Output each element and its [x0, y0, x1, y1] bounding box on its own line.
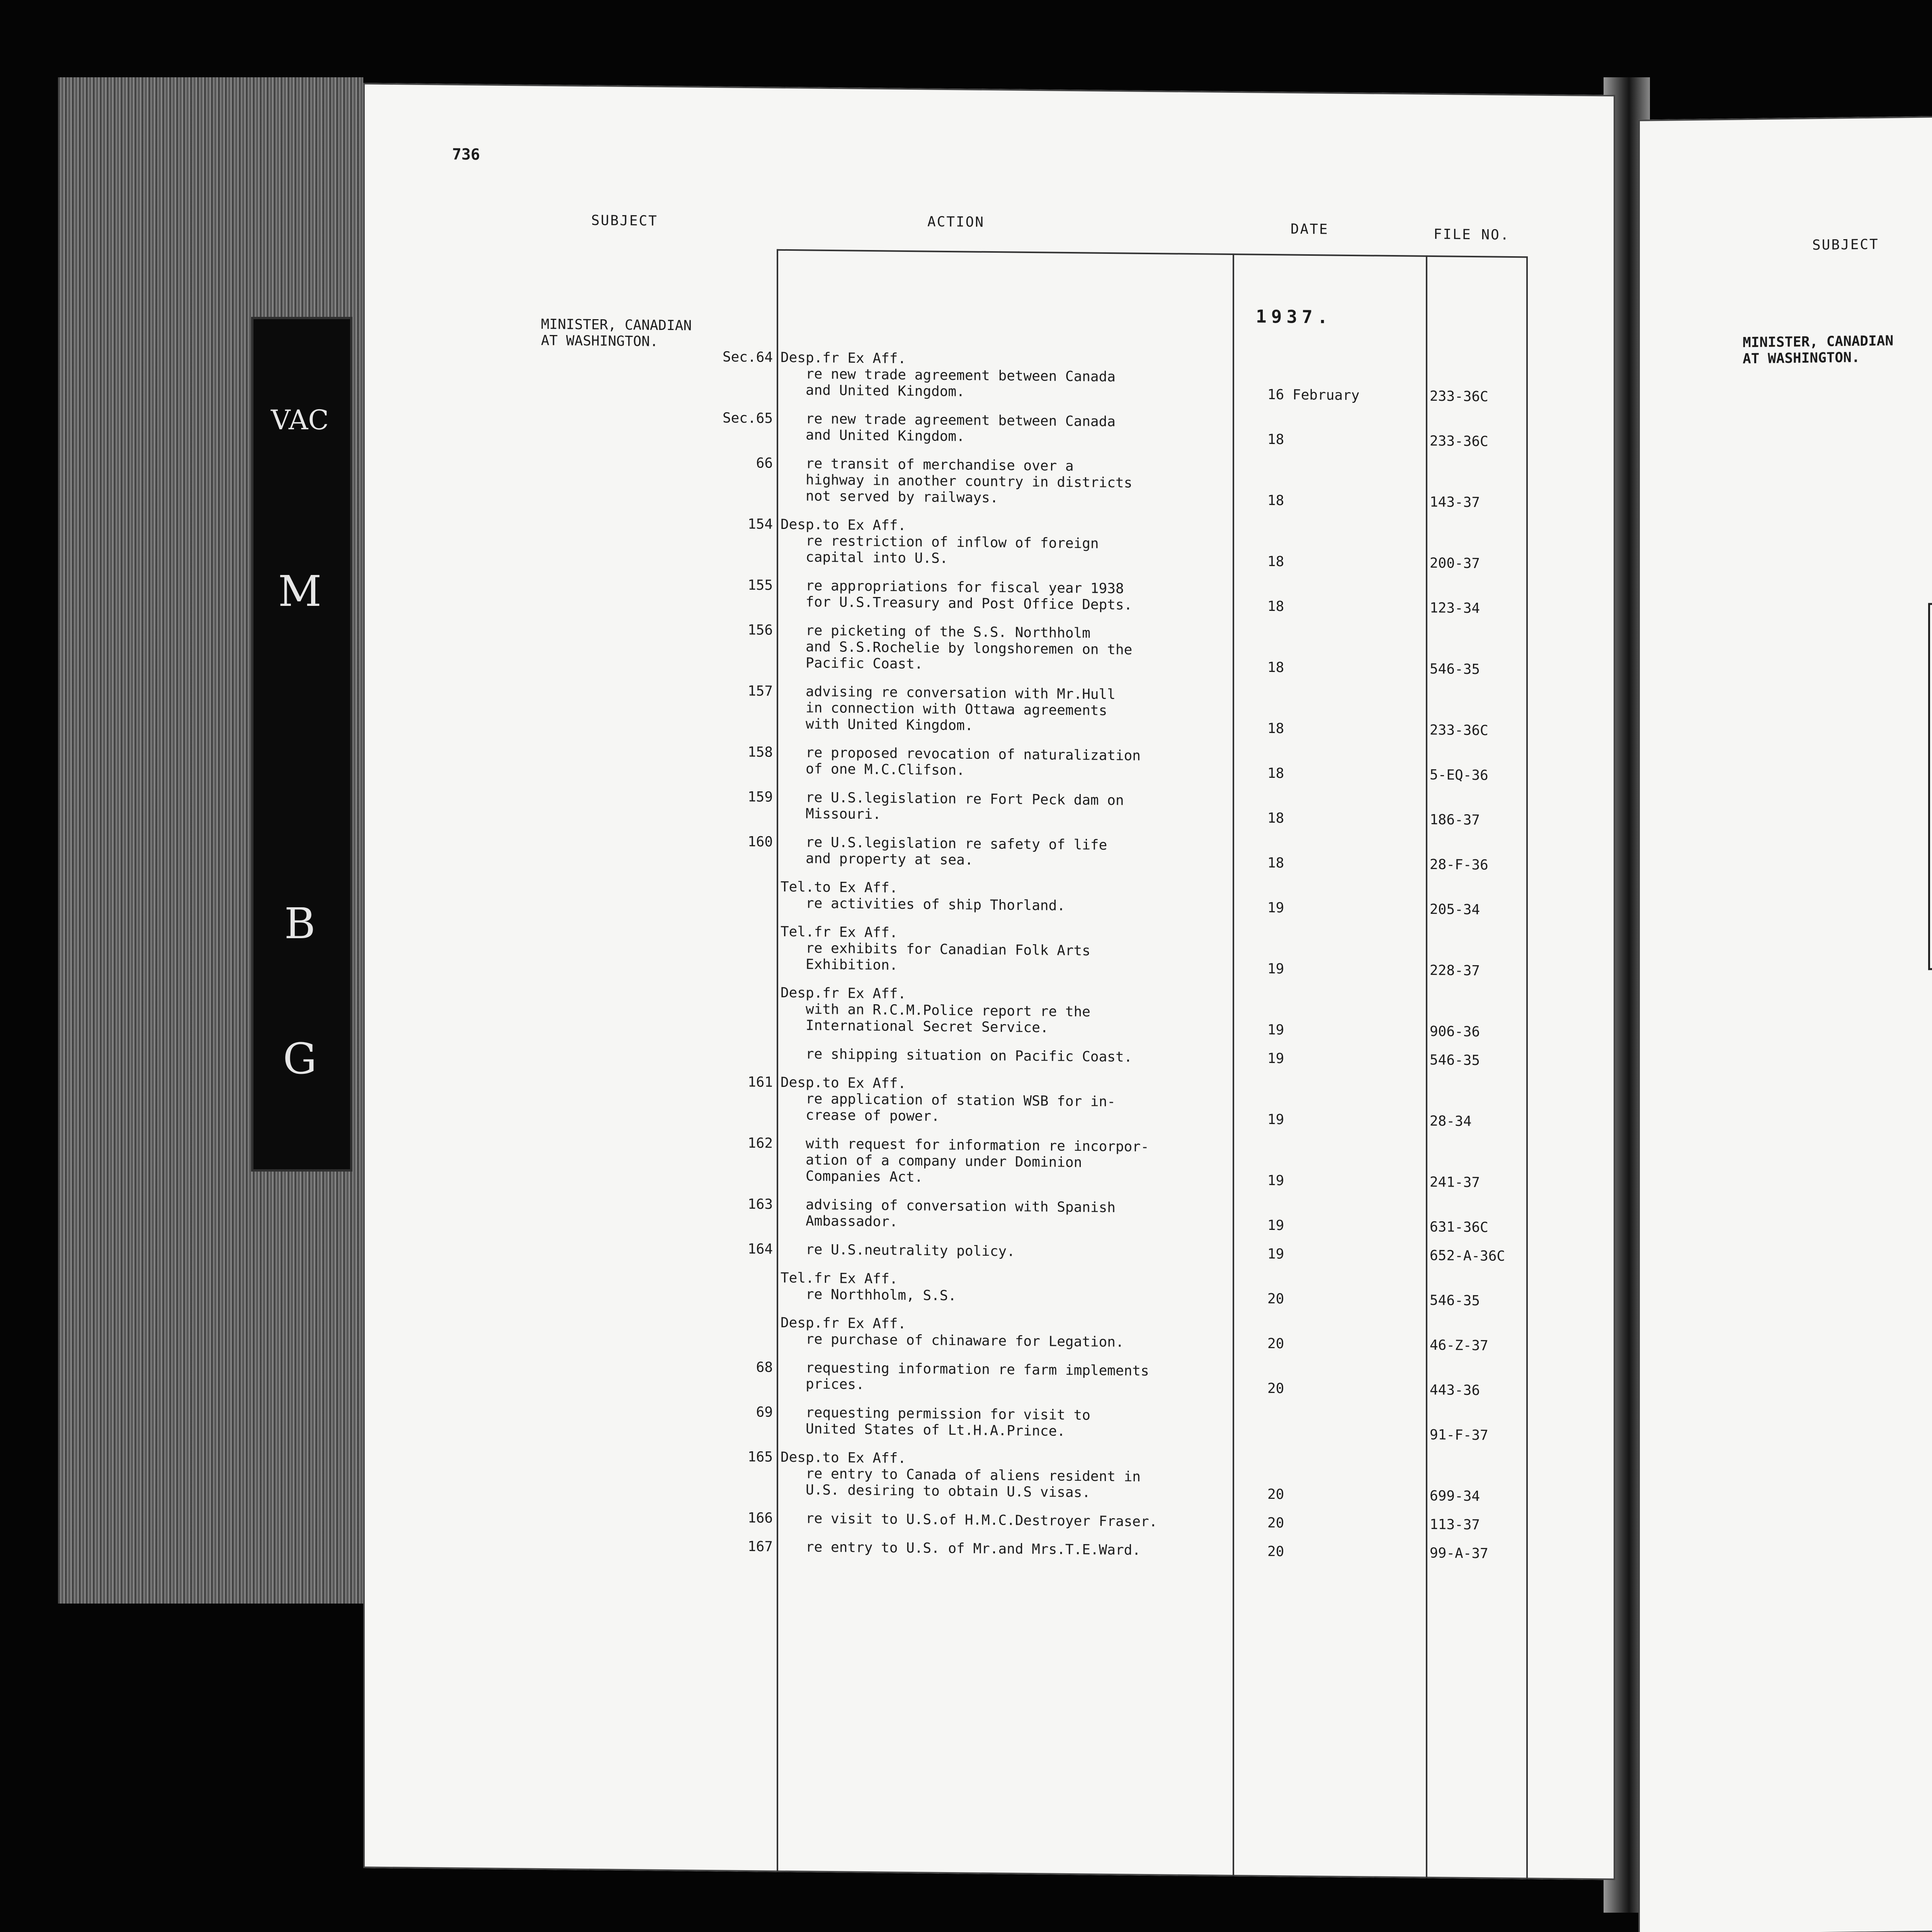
entry-date: 19: [1267, 1111, 1284, 1128]
ledger-entry: [1638, 1142, 1932, 1190]
ledger-entry: [1638, 1084, 1932, 1148]
entry-action: Desp.to Ex Aff. re application of station WSB for in- crease of power.: [781, 1074, 1116, 1124]
spine-label: G: [283, 1034, 317, 1083]
right-entries: [1638, 104, 1932, 119]
entry-date: 16 February: [1267, 386, 1360, 404]
ledger-entry: [1638, 850, 1932, 898]
subject-header: SUBJECT: [591, 213, 658, 229]
ledger-entry: [363, 451, 1615, 512]
entry-date: 19: [1267, 1217, 1284, 1234]
entry-date: 20: [1267, 1335, 1284, 1352]
entry-file-number: 443-36: [1430, 1382, 1480, 1399]
ledger-entry: [363, 1192, 1615, 1237]
entry-file-number: 123-34: [1430, 600, 1480, 617]
entry-action: re U.S.legislation re safety of life and property at sea.: [806, 834, 1107, 868]
entry-file-number: 233-36C: [1430, 388, 1488, 405]
entry-date: 20: [1267, 1291, 1284, 1307]
entry-date: 18: [1267, 765, 1284, 782]
entry-number: 164: [747, 1241, 773, 1257]
ledger-entry: [363, 1311, 1615, 1355]
subject-label: MINISTER, CANADIAN AT WASHINGTON.: [1743, 333, 1894, 367]
entry-number: 155: [747, 577, 773, 594]
entry-date: 20: [1267, 1380, 1284, 1397]
ledger-entry: [1638, 1485, 1932, 1549]
entry-action: Desp.to Ex Aff. re entry to Canada of aliens resident in U.S. desiring to obtain U.S visas.: [781, 1449, 1141, 1501]
entry-action: Tel.to Ex Aff. re activities of ship Thorland.: [781, 879, 1065, 914]
ledger-entry: [363, 920, 1615, 980]
ledger-entry: [363, 1506, 1615, 1534]
ledger-entry: [1638, 1267, 1932, 1315]
ledger-entry: [363, 981, 1615, 1041]
ledger-entry: [363, 512, 1615, 573]
entry-action: Desp.to Ex Aff. re restriction of inflow of foreign capital into U.S.: [781, 516, 1099, 566]
ledger-entry: [1638, 468, 1932, 515]
entry-number: Sec.65: [722, 410, 773, 427]
entry-number: 66: [756, 455, 773, 471]
entry-date: 18: [1267, 492, 1284, 509]
entry-date: 19: [1267, 961, 1284, 977]
entry-number: 157: [747, 683, 773, 699]
ledger-entry: [363, 875, 1615, 919]
entry-action: with request for information re incorpor- ation of a company under Dominion Companies Act.: [806, 1136, 1149, 1185]
entry-number: 163: [747, 1196, 773, 1213]
ledger-entry: [363, 1400, 1615, 1445]
entry-file-number: 906-36: [1430, 1023, 1480, 1040]
ledger-entry: [1638, 808, 1932, 856]
entry-number: 68: [756, 1359, 773, 1376]
entry-action: re visit to U.S.of H.M.C.Destroyer Fraser.: [781, 1510, 1158, 1530]
subject-label: MINISTER, CANADIAN AT WASHINGTON.: [541, 316, 692, 350]
ledger-entry: [363, 740, 1615, 785]
entry-number: 156: [747, 622, 773, 638]
entry-file-number: 28-F-36: [1430, 856, 1488, 873]
entry-action: re appropriations for fiscal year 1938 for U.S.Treasury and Post Office Depts.: [806, 578, 1133, 613]
ledger-entry: [363, 1535, 1615, 1563]
entry-file-number: 28-34: [1430, 1113, 1472, 1129]
ledger-entry: [363, 345, 1615, 406]
entry-action: Tel.fr Ex Aff. re Northholm, S.S.: [781, 1270, 957, 1304]
entry-action: advising of conversation with Spanish Ambassador.: [806, 1197, 1116, 1230]
entry-action: re picketing of the S.S. Northholm and S.S.Rochelie by longshoremen on the Pacific Coast.: [806, 622, 1133, 672]
entry-action: re proposed revocation of naturalization of one M.C.Clifson.: [806, 745, 1141, 779]
ledger-entry: [363, 1131, 1615, 1192]
entry-number: 166: [747, 1510, 773, 1526]
entry-number: 167: [747, 1539, 773, 1555]
ledger-entry: [1638, 975, 1932, 1039]
date-header: DATE: [1291, 221, 1329, 238]
entry-date: 18: [1267, 659, 1284, 676]
entry-date: 20: [1267, 1486, 1284, 1503]
entry-action: Desp.fr Ex Aff. re purchase of chinaware for Legation.: [781, 1315, 1124, 1350]
entry-date: 18: [1267, 720, 1284, 737]
ledger-entry: [1638, 1444, 1932, 1491]
entry-number: 158: [747, 744, 773, 760]
subject-header: SUBJECT: [1812, 236, 1879, 253]
entry-action: requesting information re farm implements prices.: [806, 1360, 1149, 1393]
entry-date: 20: [1267, 1515, 1284, 1531]
entry-file-number: 652-A-36C: [1430, 1247, 1505, 1264]
entry-file-number: 241-37: [1430, 1174, 1480, 1191]
ledger-entry: [1638, 567, 1932, 631]
entry-file-number: 91-F-37: [1430, 1427, 1488, 1444]
entry-file-number: 200-37: [1430, 555, 1480, 572]
action-header: ACTION: [927, 214, 985, 230]
entry-file-number: 5-EQ-36: [1430, 767, 1488, 784]
ledger-entry: [1638, 1335, 1932, 1382]
entry-date: 18: [1267, 431, 1284, 448]
entry-date: 19: [1267, 1246, 1284, 1262]
ledger-entry: [363, 1237, 1615, 1265]
ledger-entry: [363, 1266, 1615, 1310]
entry-file-number: 233-36C: [1430, 722, 1488, 739]
ledger-entry: [363, 1355, 1615, 1400]
ledger-entry: [1638, 410, 1932, 473]
entry-number: 69: [756, 1404, 773, 1420]
entry-file-number: 46-Z-37: [1430, 1337, 1488, 1354]
entry-file-number: 113-37: [1430, 1516, 1480, 1533]
ledger-entry: [363, 679, 1615, 740]
ledger-entry: [363, 1042, 1615, 1070]
ledger-entry: [1638, 917, 1932, 981]
ledger-entry: [1638, 750, 1932, 814]
entry-date: 19: [1267, 1172, 1284, 1189]
entry-date: 18: [1267, 855, 1284, 871]
ledger-entry: [363, 830, 1615, 874]
entry-number: 162: [747, 1135, 773, 1151]
entry-file-number: 631-36C: [1430, 1219, 1488, 1236]
ledger-entry: [1638, 509, 1932, 573]
header-rule: [777, 249, 1526, 258]
entry-number: 165: [747, 1449, 773, 1465]
spine-label: B: [284, 899, 316, 948]
ledger-entry: [363, 1445, 1615, 1506]
entry-date: 19: [1267, 1050, 1284, 1067]
file-no-header: FILE NO.: [1434, 226, 1510, 243]
entry-date: 20: [1267, 1543, 1284, 1560]
entry-file-number: 205-34: [1430, 901, 1480, 918]
spine-label: VAC: [271, 404, 329, 436]
ledger-entry: [1638, 625, 1932, 673]
entry-action: re U.S.legislation re Fort Peck dam on Missouri.: [806, 789, 1124, 823]
entry-file-number: 228-37: [1430, 962, 1480, 979]
ledger-entry: [363, 785, 1615, 830]
entry-date: 18: [1267, 810, 1284, 827]
left-ledger-page: [363, 83, 1615, 1880]
ledger-entry: [363, 618, 1615, 679]
entry-action: re shipping situation on Pacific Coast.: [781, 1046, 1133, 1065]
entry-file-number: 546-35: [1430, 1052, 1480, 1069]
entry-number: Sec.64: [722, 349, 773, 366]
right-ledger-page: [1638, 104, 1932, 1932]
entry-action: re transit of merchandise over a highway in another country in districts not served by railways.: [806, 456, 1133, 506]
entry-action: re entry to U.S. of Mr.and Mrs.T.E.Ward.: [781, 1539, 1141, 1558]
entry-date: 18: [1267, 598, 1284, 615]
year-label: 1937.: [1256, 306, 1333, 328]
entry-action: re new trade agreement between Canada and United Kingdom.: [806, 411, 1116, 445]
entry-date: 19: [1267, 1022, 1284, 1038]
ledger-entry: [363, 573, 1615, 618]
entry-number: 154: [747, 516, 773, 532]
entry-file-number: 233-36C: [1430, 433, 1488, 450]
entry-file-number: 546-35: [1430, 1292, 1480, 1309]
entry-number: 159: [747, 789, 773, 805]
entry-file-number: 99-A-37: [1430, 1545, 1488, 1562]
entry-file-number: 143-37: [1430, 494, 1480, 511]
entry-file-number: 546-35: [1430, 661, 1480, 678]
spine-label: M: [278, 566, 322, 616]
entry-date: 18: [1267, 553, 1284, 570]
entry-action: re U.S.neutrality policy.: [781, 1241, 1015, 1260]
ledger-entry: [1638, 1402, 1932, 1449]
ledger-entry: [363, 406, 1615, 451]
entry-number: 160: [747, 834, 773, 850]
entry-file-number: 699-34: [1430, 1488, 1480, 1505]
entry-number: 161: [747, 1074, 773, 1090]
entry-date: 19: [1267, 900, 1284, 916]
entry-action: requesting permission for visit to United States of Lt.H.A.Prince.: [806, 1405, 1090, 1439]
entry-file-number: 186-37: [1430, 811, 1480, 828]
entry-action: advising re conversation with Mr.Hull in connection with Ottawa agreements with United Kingdom.: [806, 684, 1116, 734]
ledger-entry: [1638, 667, 1932, 731]
ledger-entry: [1638, 1184, 1932, 1248]
ledger-entry: [363, 1070, 1615, 1131]
page-number: 736: [452, 145, 480, 164]
entry-action: Desp.fr Ex Aff. with an R.C.M.Police report re the International Secret Service.: [781, 985, 1090, 1036]
entry-action: Desp.fr Ex Aff. re new trade agreement between Canada and United Kingdom.: [781, 349, 1116, 400]
entry-action: Tel.fr Ex Aff. re exhibits for Canadian Folk Arts Exhibition.: [781, 923, 1090, 973]
book-spine-labels: [251, 317, 352, 1172]
